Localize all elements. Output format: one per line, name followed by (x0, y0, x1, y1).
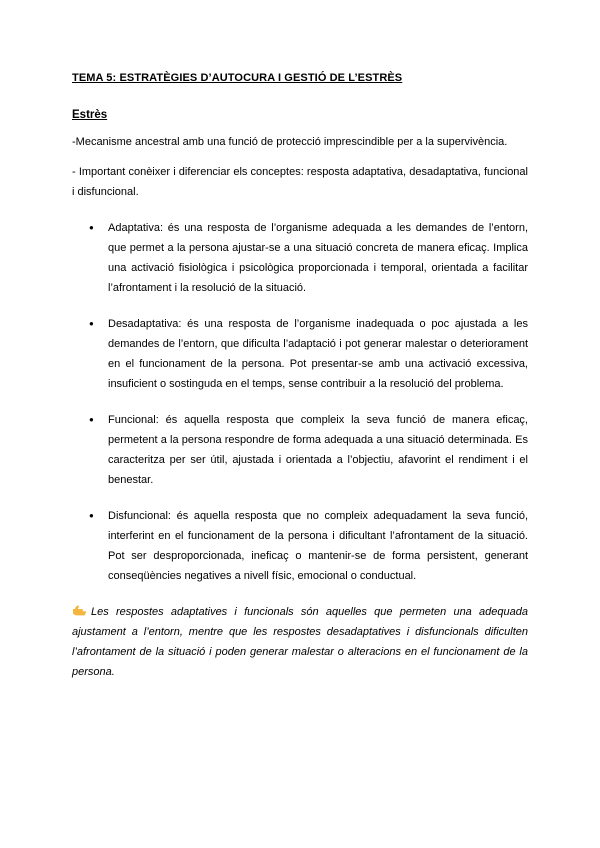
bullet-icon: ● (89, 319, 94, 328)
bullet-icon: ● (89, 415, 94, 424)
bullet-icon: ● (89, 511, 94, 520)
list-item-text: Funcional: és aquella resposta que compleix la seva funció de manera eficaç, permetent a la persona respondre de forma adequada a una situació determinada. Es caracteritza per ser útil, ajustada i orientada a l’objectiu, afavorint el rendiment i el benestar. (108, 414, 528, 486)
summary-note (72, 602, 528, 682)
list-item-adaptativa (72, 218, 528, 298)
summary-note-text: Les respostes adaptatives i funcionals són aquelles que permeten una adequada ajustament a l’entorn, mentre que les respostes desadaptatives i disfuncionals dificulten l’afrontament de la situació i poden generar malestar o alteracions en el funcionament de la persona. (72, 606, 528, 678)
list-item-funcional (72, 410, 528, 490)
hand-shape (73, 609, 86, 615)
bullet-icon: ● (89, 223, 94, 232)
document-title: TEMA 5: ESTRATÈGIES D’AUTOCURA I GESTIÓ DE L’ESTRÈS (72, 72, 403, 84)
list-item-text: Adaptativa: és una resposta de l’organisme adequada a les demandes de l’entorn, que permet a la persona ajustar-se a una situació concreta de manera eficaç. Implica una activació fisiològica i psicològica proporcionada i temporal, orientada a facilitar l’afrontament i la resolució de la situació. (108, 222, 528, 294)
document-content (72, 70, 528, 682)
list-item-text: Disfuncional: és aquella resposta que no compleix adequadament la seva funció, interferint en el funcionament de la persona i dificultant l’afrontament de la situació. Pot ser desproporcionada, ineficaç o mantenir-se de forma persistent, generant conseqüències negatives a nivell físic, emocional o conductual. (108, 510, 528, 582)
list-item-text: Desadaptativa: és una resposta de l’organisme inadequada o poc ajustada a les demandes de l’entorn, que dificulta l’adaptació i pot generar malestar o deteriorament en el funcionament de la persona. Pot presentar-se amb una activació excessiva, insuficient o sostinguda en el temps, sense contribuir a la resolució del problema. (108, 318, 528, 390)
paragraph-concepts: - Important conèixer i diferenciar els conceptes: resposta adaptativa, desadaptativa, funcional i disfuncional. (72, 166, 528, 198)
list-item-desadaptativa (72, 314, 528, 394)
paragraph-definition: -Mecanisme ancestral amb una funció de protecció imprescindible per a la supervivència. (72, 136, 508, 148)
list-item-disfuncional (72, 506, 528, 586)
concept-list (72, 218, 528, 586)
hand-thumb (75, 605, 79, 609)
pointing-hand-icon (72, 604, 88, 616)
section-heading: Estrès (72, 109, 108, 121)
